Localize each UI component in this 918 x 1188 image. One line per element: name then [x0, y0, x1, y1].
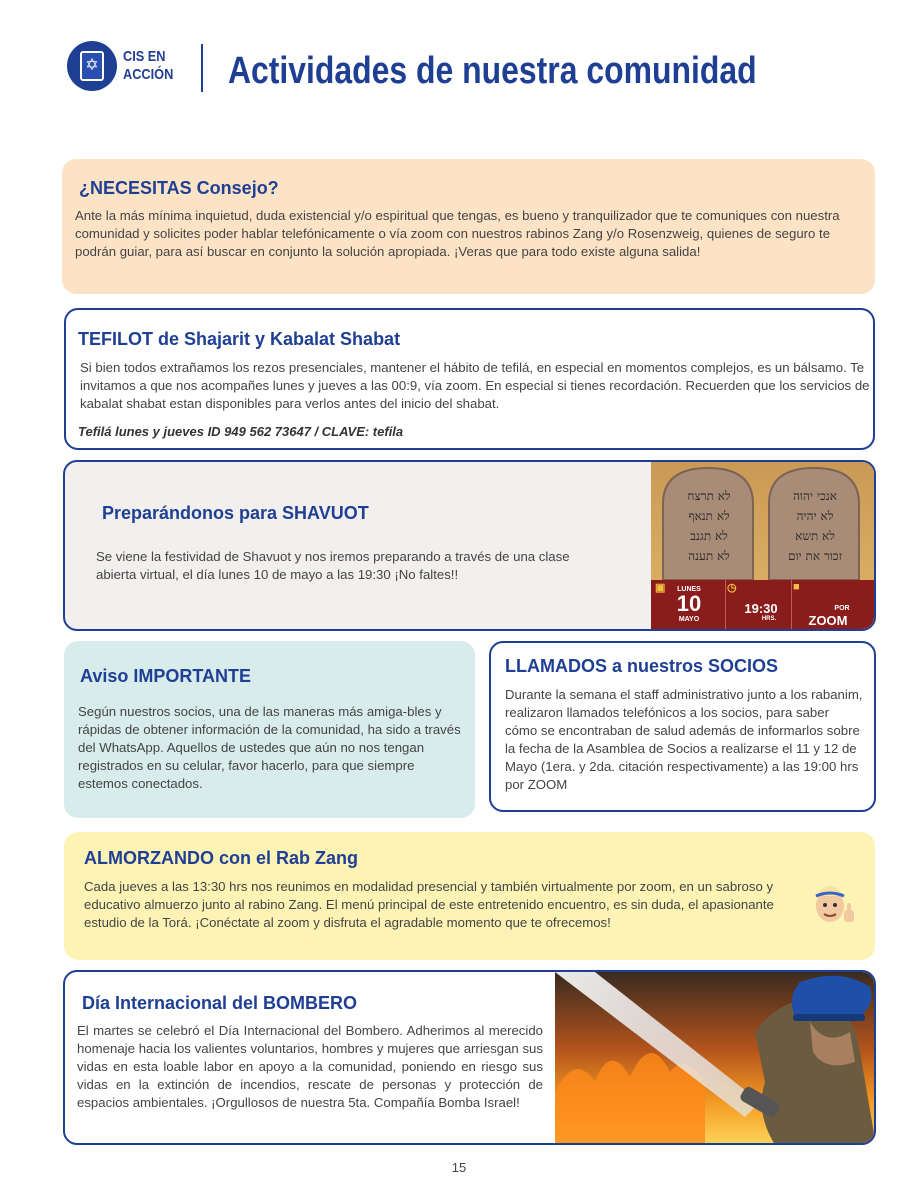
event-day-number: 10	[676, 591, 702, 616]
card-shavuot	[63, 460, 876, 631]
card-shavuot-body: Se viene la festividad de Shavuot y nos iremos preparando a través de una clase abierta virtual, el día lunes 10 de mayo a las 19:30 ¡No faltes!!	[96, 549, 570, 582]
event-month: MAYO	[678, 616, 700, 623]
card-aviso	[64, 641, 475, 818]
card-tefilot-zoom-info: Tefilá lunes y jueves ID 949 562 73647 / CLAVE: tefila	[78, 424, 404, 439]
tablet-left-line: לא תגנב	[690, 529, 728, 543]
tablet-right-line: לא יהיה	[796, 509, 834, 523]
firefighter-illustration	[555, 972, 876, 1145]
card-aviso-body: Según nuestros socios, una de las maneras más amiga-bles y rápidas de obtener información de la comunidad, ha sido a través del WhatsApp. Aquellos de ustedes que aún no nos tengan registrados en su celular, favor hacerlo, para que siempre estemos conectados.	[78, 704, 461, 791]
section-label	[123, 48, 183, 84]
event-via-label: POR	[834, 605, 850, 612]
tablet-right-line: לא תשא	[795, 529, 835, 543]
tablet-left-line: לא תענה	[688, 549, 730, 563]
card-aviso-title: Aviso IMPORTANTE	[80, 666, 252, 686]
card-bombero	[63, 970, 876, 1145]
card-tefilot	[64, 308, 875, 450]
card-bombero-body: El martes se celebró el Día Internacional del Bombero. Adherimos al merecido homenaje hacia los valientes voluntarios, hombres y mujeres que arriesgan sus vidas en esta loable labor en apoyo a la comunidad, poniendo en riesgo sus vidas en la extinción de incendios, rescate de personas y protección de espacios ambientales. ¡Orgullosos de nuestra 5ta. Compañía Bomba Israel!	[77, 1023, 543, 1110]
header-divider	[201, 44, 203, 92]
shavuot-image	[651, 462, 876, 629]
tablet-left-line: לא תרצח	[687, 489, 731, 503]
card-consejo	[62, 159, 875, 294]
card-bombero-title: Día Internacional del BOMBERO	[82, 993, 358, 1013]
event-platform: ZOOM	[808, 613, 848, 628]
section-label-line2: ACCIÓN	[123, 66, 174, 83]
event-time: 19:30	[744, 601, 778, 616]
event-info-band	[651, 580, 876, 629]
star-of-david-icon: ✡	[85, 55, 99, 74]
card-llamados	[489, 641, 876, 812]
clock-icon: ◷	[727, 582, 737, 594]
tablet-left-line: לא תנאף	[688, 509, 730, 523]
card-almuerzo-body: Cada jueves a las 13:30 hrs nos reunimos en modalidad presencial y también virtualmente por zoom, en un sabroso y educativo almuerzo junto al rabino Zang. El menú principal de este entretenido encuentro, es sin duda, el apasionante estudio de la Torá. ¡Conéctate al zoom y disfruta el agradable momento que te ofrecemos!	[84, 879, 774, 930]
tablet-right-line: אנכי יהוה	[793, 489, 837, 503]
event-time-unit: HRS.	[761, 616, 777, 622]
card-llamados-title: LLAMADOS a nuestros SOCIOS	[505, 656, 779, 676]
card-shavuot-title: Preparándonos para SHAVUOT	[102, 503, 369, 523]
video-camera-icon: ■	[793, 581, 800, 593]
card-almuerzo-title: ALMORZANDO con el Rab Zang	[84, 848, 358, 868]
card-consejo-title: ¿NECESITAS Consejo?	[79, 178, 279, 198]
emoji-thumbs-up-icon	[812, 872, 860, 928]
event-day-label: LUNES	[677, 586, 701, 593]
tablet-right-line: זכור את יום	[787, 549, 843, 563]
card-tefilot-title: TEFILOT de Shajarit y Kabalat Shabat	[78, 329, 401, 349]
firefighter-image	[555, 972, 876, 1145]
page-number: 15	[451, 1160, 467, 1175]
card-almuerzo	[64, 832, 875, 960]
calendar-icon: ▣	[655, 582, 666, 594]
section-label-line1: CIS EN	[123, 48, 166, 65]
card-tefilot-body: Si bien todos extrañamos los rezos presenciales, mantener el hábito de tefilá, en especial en momentos complejos, es un bálsamo. Te invitamos a que nos acompañes lunes y jueves a las 00:9, vía zoom. En especial si tienes recordación. Recuerden que los servicios de kabalat shabat estan disponibles para verlos antes del inicio del shabat.	[80, 360, 870, 411]
page-title: Actividades de nuestra comunidad	[228, 50, 757, 92]
card-consejo-body: Ante la más mínima inquietud, duda existencial y/o espiritual que tengas, es bueno y tranquilizador que te comuniques con nuestra comunidad y solicites poder hablar telefónicamente o vía zoom con nuestros rabinos Zang y/o Rosenzweig, quienes de seguro te podrán guiar, para así buscar en conjunto la solución apropiada. ¡Veras que para todo existe alguna salida!	[75, 208, 840, 259]
card-llamados-body: Durante la semana el staff administrativo junto a los rabanim, realizaron llamados telefónicos a los socios, para saber cómo se encontraban de salud además de informarlos sobre la fecha de la Asamblea de Socios a realizarse el 11 y 12 de Mayo (1era. y 2da. citación respectivamente) a las 19:00 hrs por ZOOM	[505, 687, 863, 792]
